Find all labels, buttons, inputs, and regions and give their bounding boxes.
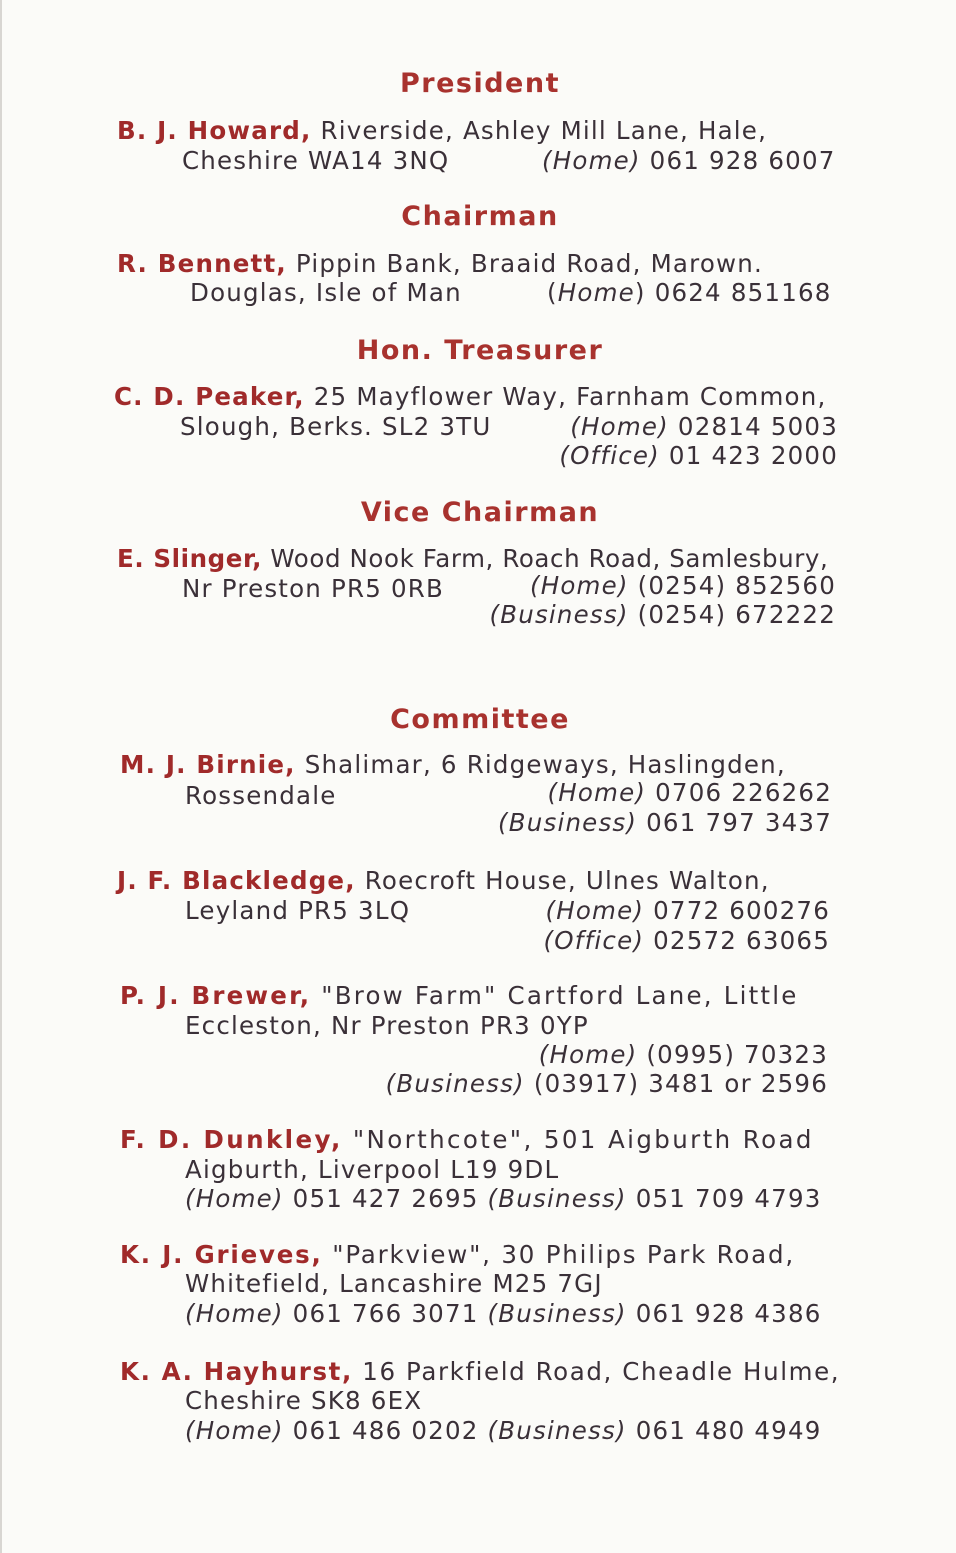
committee-member-home-label: (Home) xyxy=(545,896,645,925)
committee-member-home-phone xyxy=(422,778,832,808)
vice-chairman-business-label: (Business) xyxy=(489,600,629,629)
committee-member-business-label: (Business) xyxy=(497,808,638,837)
committee-member-office-phone xyxy=(422,926,830,956)
vice-chairman-business-phone xyxy=(422,600,836,630)
chairman-address-2: Douglas, Isle of Man xyxy=(190,278,462,307)
chairman-heading: Chairman xyxy=(401,201,559,232)
committee-member-phones xyxy=(185,1416,822,1446)
committee-member-home-label: (Home) xyxy=(185,1299,284,1328)
committee-member-home-label: (Home) xyxy=(185,1416,284,1445)
committee-member-address-2: Rossendale xyxy=(185,781,337,810)
president-home-label: (Home) xyxy=(542,146,641,175)
committee-member-business-number: (03917) 3481 or 2596 xyxy=(533,1069,828,1098)
committee-member-name: P. J. Brewer, xyxy=(120,981,312,1010)
committee-member-business-label: (Business) xyxy=(487,1299,627,1328)
committee-member-office-number: 02572 63065 xyxy=(653,926,830,955)
committee-member-business-number: 061 480 4949 xyxy=(635,1416,822,1445)
committee-member-home-label: (Home) xyxy=(547,778,647,807)
committee-member-home-number: 061 486 0202 xyxy=(292,1416,479,1445)
committee-member-address-2: Aigburth, Liverpool L19 9DL xyxy=(185,1155,560,1184)
committee-member-home-phone xyxy=(422,896,830,926)
treasurer-home-label: (Home) xyxy=(570,412,669,441)
committee-member-business-number: 051 709 4793 xyxy=(635,1184,822,1213)
committee-member-business-phone xyxy=(422,808,832,838)
vice-chairman-heading: Vice Chairman xyxy=(360,497,600,528)
chairman-home-number: 0624 851168 xyxy=(654,278,832,307)
chairman-line-1 xyxy=(117,249,763,279)
treasurer-office-label: (Office) xyxy=(559,441,660,470)
committee-member-2-line-1 xyxy=(117,866,770,896)
committee-member-address-1: "Northcote", 501 Aigburth Road xyxy=(352,1125,814,1154)
committee-member-address-1: Shalimar, 6 Ridgeways, Haslingden, xyxy=(304,750,786,779)
president-home-number: 061 928 6007 xyxy=(649,146,836,175)
committee-member-office-label: (Office) xyxy=(543,926,645,955)
committee-member-name: M. J. Birnie, xyxy=(120,750,296,779)
treasurer-address-1: 25 Mayflower Way, Farnham Common, xyxy=(313,382,827,411)
committee-member-home-number: 0772 600276 xyxy=(653,896,830,925)
treasurer-address-2: Slough, Berks. SL2 3TU xyxy=(180,412,492,441)
vice-chairman-address-1: Wood Nook Farm, Roach Road, Samlesbury, xyxy=(270,544,829,573)
committee-member-1-line-1 xyxy=(120,750,786,780)
committee-heading: Committee xyxy=(390,704,570,735)
president-address-2: Cheshire WA14 3NQ xyxy=(182,146,450,175)
treasurer-name: C. D. Peaker, xyxy=(114,382,305,411)
committee-member-address-1: Roecroft House, Ulnes Walton, xyxy=(364,866,770,895)
committee-member-business-number: 061 928 4386 xyxy=(635,1299,822,1328)
committee-member-business-label: (Business) xyxy=(487,1184,627,1213)
committee-member-name: K. A. Hayhurst, xyxy=(120,1357,353,1386)
committee-member-address-1: "Brow Farm" Cartford Lane, Little xyxy=(321,981,799,1010)
president-name: B. J. Howard, xyxy=(117,116,312,145)
committee-member-name: K. J. Grieves, xyxy=(120,1240,323,1269)
committee-member-phones xyxy=(185,1184,822,1214)
president-home-phone xyxy=(542,146,836,176)
committee-member-home-number: 051 427 2695 xyxy=(292,1184,479,1213)
committee-member-home-phone xyxy=(382,1040,828,1070)
chairman-name: R. Bennett, xyxy=(117,249,287,278)
vice-chairman-home-number: (0254) 852560 xyxy=(637,571,836,600)
treasurer-home-number: 02814 5003 xyxy=(677,412,838,441)
committee-member-address-1: "Parkview", 30 Philips Park Road, xyxy=(332,1240,795,1269)
committee-member-address-2: Leyland PR5 3LQ xyxy=(185,896,411,925)
vice-chairman-home-phone xyxy=(422,571,836,601)
committee-member-5-line-1 xyxy=(120,1240,795,1270)
treasurer-office-phone xyxy=(422,441,838,471)
vice-chairman-home-label: (Home) xyxy=(529,571,629,600)
committee-member-name: J. F. Blackledge, xyxy=(117,866,356,895)
vice-chairman-name: E. Slinger, xyxy=(117,544,262,573)
committee-member-address-1: 16 Parkfield Road, Cheadle Hulme, xyxy=(362,1357,841,1386)
president-line-1 xyxy=(117,116,767,146)
treasurer-home-phone xyxy=(422,412,838,442)
committee-member-business-number: 061 797 3437 xyxy=(646,808,832,837)
committee-member-phones xyxy=(185,1299,822,1329)
president-heading: President xyxy=(399,68,560,99)
vice-chairman-line-1 xyxy=(117,544,828,574)
committee-member-6-line-1 xyxy=(120,1357,840,1387)
treasurer-office-number: 01 423 2000 xyxy=(668,441,838,470)
committee-member-name: F. D. Dunkley, xyxy=(120,1125,343,1154)
committee-member-home-number: (0995) 70323 xyxy=(646,1040,828,1069)
committee-member-business-label: (Business) xyxy=(487,1416,627,1445)
chairman-home-label: (Home) xyxy=(547,278,646,307)
chairman-home-phone xyxy=(547,278,832,308)
committee-member-address-2: Eccleston, Nr Preston PR3 0YP xyxy=(185,1011,589,1040)
committee-member-home-label: (Home) xyxy=(185,1184,284,1213)
committee-member-address-2: Whitefield, Lancashire M25 7GJ xyxy=(185,1269,603,1298)
committee-member-home-label: (Home) xyxy=(538,1040,638,1069)
committee-member-address-2: Cheshire SK8 6EX xyxy=(185,1386,423,1415)
committee-member-3-line-1 xyxy=(120,981,799,1011)
committee-member-home-number: 061 766 3071 xyxy=(292,1299,479,1328)
treasurer-heading: Hon. Treasurer xyxy=(356,335,604,366)
chairman-address-1: Pippin Bank, Braaid Road, Marown. xyxy=(295,249,764,278)
vice-chairman-business-number: (0254) 672222 xyxy=(637,600,836,629)
vice-chairman-address-2: Nr Preston PR5 0RB xyxy=(182,574,445,603)
committee-member-business-phone xyxy=(382,1069,828,1099)
treasurer-line-1 xyxy=(114,382,826,412)
president-address-1: Riverside, Ashley Mill Lane, Hale, xyxy=(320,116,768,145)
committee-member-home-number: 0706 226262 xyxy=(655,778,832,807)
committee-member-4-line-1 xyxy=(120,1125,814,1155)
committee-member-business-label: (Business) xyxy=(385,1069,525,1098)
